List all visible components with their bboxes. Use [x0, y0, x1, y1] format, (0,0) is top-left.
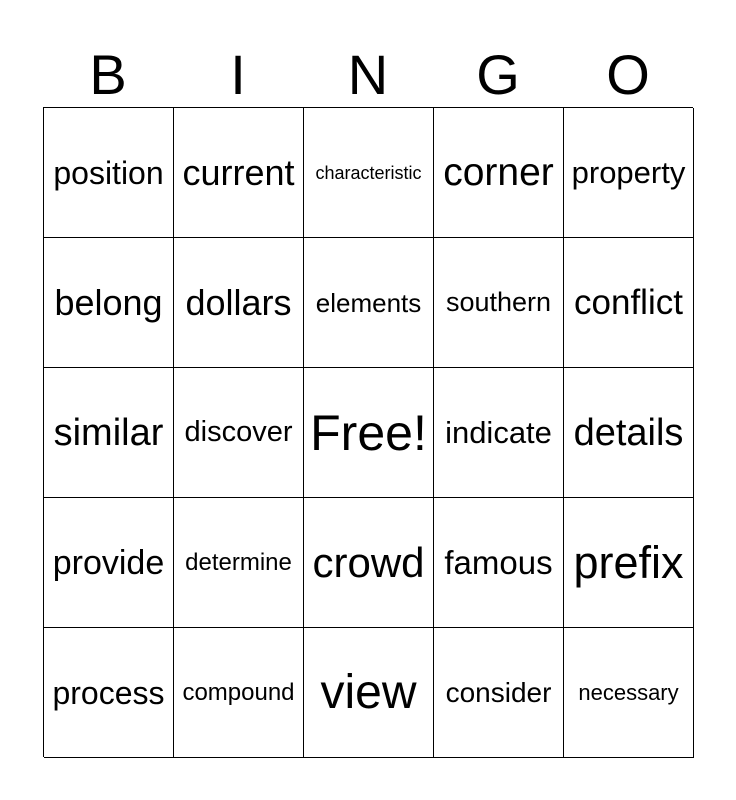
- bingo-cell: compound: [174, 628, 304, 758]
- free-space-cell: Free!: [304, 368, 434, 498]
- bingo-cell: prefix: [564, 498, 694, 628]
- header-letter-i: I: [230, 43, 246, 106]
- bingo-cell: similar: [44, 368, 174, 498]
- bingo-cell: view: [304, 628, 434, 758]
- bingo-cell: process: [44, 628, 174, 758]
- bingo-cell: characteristic: [304, 108, 434, 238]
- bingo-cell: consider: [434, 628, 564, 758]
- bingo-cell: elements: [304, 238, 434, 368]
- bingo-cell: provide: [44, 498, 174, 628]
- bingo-cell: current: [174, 108, 304, 238]
- bingo-card-grid: [43, 107, 693, 757]
- bingo-cell: corner: [434, 108, 564, 238]
- header-letter-n: N: [347, 43, 389, 106]
- bingo-cell: indicate: [434, 368, 564, 498]
- bingo-cell: crowd: [304, 498, 434, 628]
- bingo-cell: position: [44, 108, 174, 238]
- bingo-cell: necessary: [564, 628, 694, 758]
- header-letter-o: O: [606, 43, 650, 106]
- bingo-cell: property: [564, 108, 694, 238]
- bingo-cell: discover: [174, 368, 304, 498]
- bingo-cell: details: [564, 368, 694, 498]
- bingo-cell: determine: [174, 498, 304, 628]
- bingo-cell: famous: [434, 498, 564, 628]
- bingo-cell: belong: [44, 238, 174, 368]
- bingo-cell: southern: [434, 238, 564, 368]
- header-letter-b: B: [89, 43, 127, 106]
- bingo-cell: conflict: [564, 238, 694, 368]
- bingo-header: [43, 42, 693, 108]
- bingo-cell: dollars: [174, 238, 304, 368]
- header-letter-g: G: [476, 43, 520, 106]
